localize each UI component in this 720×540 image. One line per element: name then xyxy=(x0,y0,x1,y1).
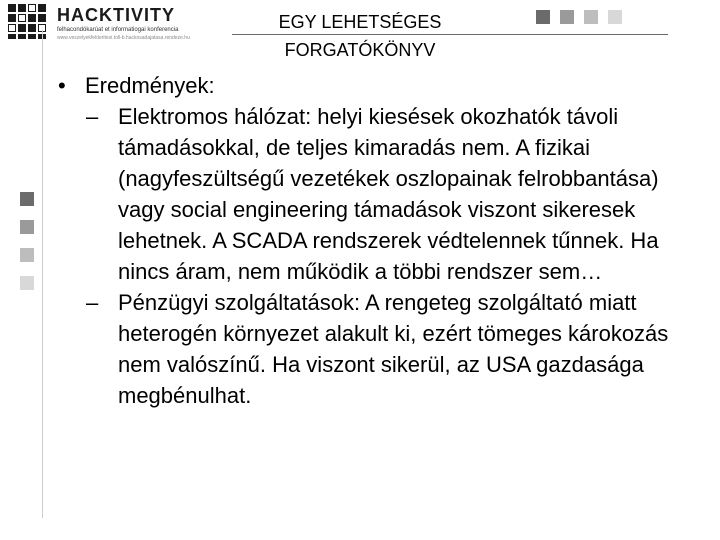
decor-square xyxy=(560,10,574,24)
slide-title xyxy=(210,8,510,64)
bullet-icon: • xyxy=(58,73,66,98)
logo-subtagline: www.veszelyekfelderitesi.toll-b.hackosadajatasa.rendeze.hu xyxy=(57,35,190,41)
decor-square xyxy=(608,10,622,24)
slide-title-line1: EGY LEHETSÉGES xyxy=(278,12,442,32)
sub-bullet-text: Elektromos hálózat: helyi kiesések okozhatók távoli támadásokkal, de teljes kimaradás nem. A fizikai (nagyfeszültségű vezetékek oszlopainak felrobbantása) vagy social engineering támadások viszont sikeresek lehetnek. A SCADA rendszerek védtelennek tűnnek. Ha nincs áram, nem működik a többi rendszer sem… xyxy=(118,104,659,284)
decor-square xyxy=(20,220,34,234)
dash-icon: – xyxy=(86,104,99,129)
hacktivity-logo xyxy=(8,4,198,40)
decor-square xyxy=(536,10,550,24)
decor-square xyxy=(20,192,34,206)
decor-square xyxy=(20,248,34,262)
slide-title-line2: FORGATÓKÖNYV xyxy=(284,40,436,60)
decor-square xyxy=(584,10,598,24)
main-bullet xyxy=(58,70,698,101)
left-divider xyxy=(42,30,43,518)
sub-bullet xyxy=(86,101,698,287)
dash-icon: – xyxy=(86,290,99,315)
main-bullet-text: Eredmények: xyxy=(85,73,215,98)
logo-wordmark: HACKTIVITY xyxy=(57,5,175,25)
sub-bullet-text: Pénzügyi szolgáltatások: A rengeteg szolgáltató miatt heterogén környezet alakult ki, ezért tömeges károkozás nem valószínű. Ha viszont sikerül, az USA gazdasága megbénulhat. xyxy=(118,290,669,408)
decor-square xyxy=(20,276,34,290)
sub-bullet xyxy=(86,287,698,411)
slide-body xyxy=(58,70,698,411)
title-underline xyxy=(232,34,668,35)
logo-tagline: felhacondókarúat et informatiogai konferencia xyxy=(57,27,179,33)
